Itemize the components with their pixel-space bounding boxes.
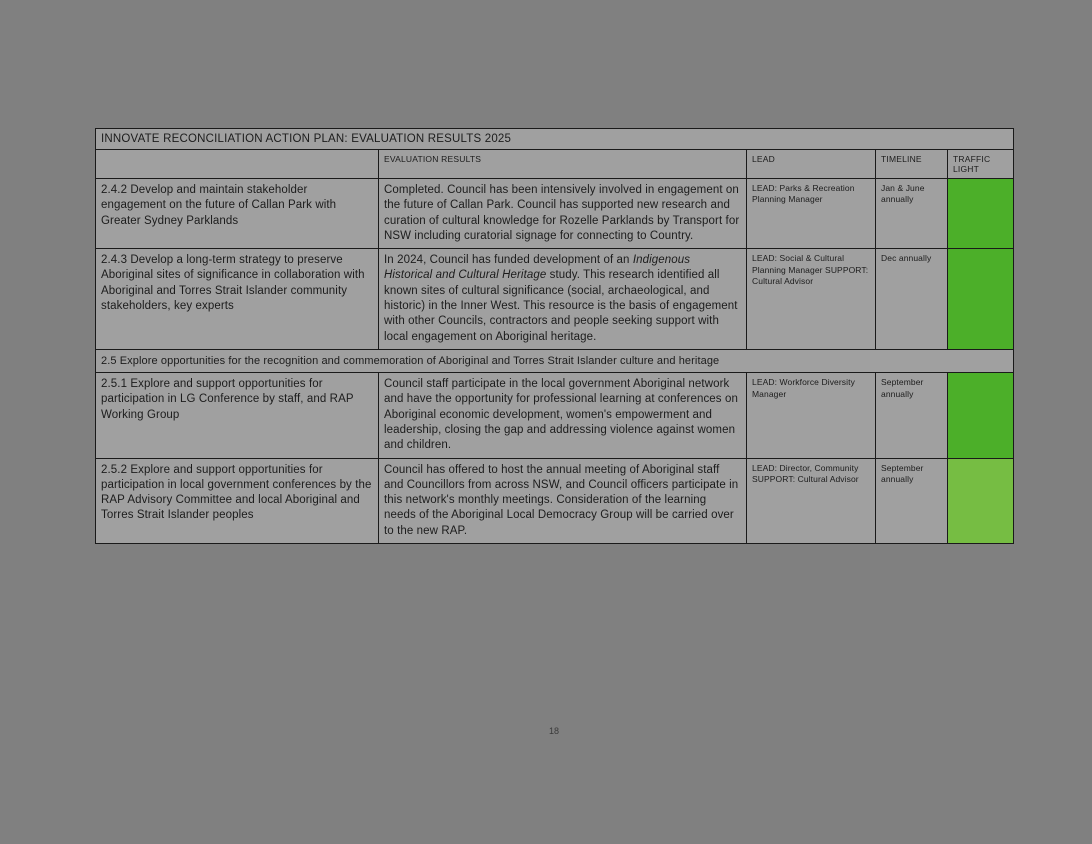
timeline-text: September annually xyxy=(876,373,948,458)
timeline-text: Jan & June annually xyxy=(876,179,948,249)
document-title: INNOVATE RECONCILIATION ACTION PLAN: EVALUATION RESULTS 2025 xyxy=(96,129,1014,150)
lead-text: LEAD: Workforce Diversity Manager xyxy=(747,373,876,458)
lead-text: LEAD: Social & Cultural Planning Manager SUPPORT: Cultural Advisor xyxy=(747,249,876,350)
timeline-text: September annually xyxy=(876,458,948,543)
status-badge xyxy=(948,458,1014,543)
column-header-traffic-light: TRAFFIC LIGHT xyxy=(948,150,1014,179)
table-row xyxy=(96,249,1014,350)
column-header-timeline: TIMELINE xyxy=(876,150,948,179)
status-badge xyxy=(948,249,1014,350)
column-header-action xyxy=(96,150,379,179)
table-row xyxy=(96,373,1014,458)
action-text: 2.4.3 Develop a long-term strategy to preserve Aboriginal sites of significance in collaboration with Aboriginal and Torres Strait Islander community stakeholders, key experts xyxy=(96,249,379,350)
status-badge xyxy=(948,373,1014,458)
table-row xyxy=(96,458,1014,543)
section-banner-text: 2.5 Explore opportunities for the recognition and commemoration of Aboriginal and Torres Strait Islander culture and heritage xyxy=(96,349,1014,372)
column-header-lead: LEAD xyxy=(747,150,876,179)
section-banner-row xyxy=(96,349,1014,372)
evaluation-text: Council staff participate in the local government Aboriginal network and have the opportunity for professional learning at conferences on Aboriginal economic development, women's empowerment and leadership, closing the gap and addressing violence against women and children. xyxy=(379,373,747,458)
action-text: 2.5.1 Explore and support opportunities for participation in LG Conference by staff, and RAP Working Group xyxy=(96,373,379,458)
timeline-text: Dec annually xyxy=(876,249,948,350)
action-text: 2.4.2 Develop and maintain stakeholder engagement on the future of Callan Park with Greater Sydney Parklands xyxy=(96,179,379,249)
table-title-row xyxy=(96,129,1014,150)
table-body xyxy=(96,129,1014,544)
action-text: 2.5.2 Explore and support opportunities for participation in local government conferences by the RAP Advisory Committee and local Aboriginal and Torres Strait Islander peoples xyxy=(96,458,379,543)
evaluation-text: Council has offered to host the annual meeting of Aboriginal staff and Councillors from across NSW, and Council officers participate in this network's monthly meetings. Consideration of the learning needs of the Aboriginal Local Democracy Group will be carried over to the new RAP. xyxy=(379,458,747,543)
table-row xyxy=(96,179,1014,249)
status-badge xyxy=(948,179,1014,249)
lead-text: LEAD: Parks & Recreation Planning Manager xyxy=(747,179,876,249)
document-page xyxy=(95,128,1013,736)
lead-text: LEAD: Director, Community SUPPORT: Cultural Advisor xyxy=(747,458,876,543)
page-number: 18 xyxy=(548,726,559,736)
rap-evaluation-table xyxy=(95,128,1014,544)
evaluation-text: In 2024, Council has funded development of an Indigenous Historical and Cultural Heritage study. This research identified all known sites of cultural significance (social, archaeological, and historic) in the Inner West. This resource is the basis of engagement with other Councils, contractors and people seeking support with local engagement on Aboriginal heritage. xyxy=(379,249,747,350)
table-header-row xyxy=(96,150,1014,179)
evaluation-text: Completed. Council has been intensively involved in engagement on the future of Callan Park. Council has supported new research and curation of cultural knowledge for Rozelle Parklands by Transport for NSW including curatorial signage for connecting to Country. xyxy=(379,179,747,249)
column-header-evaluation: EVALUATION RESULTS xyxy=(379,150,747,179)
